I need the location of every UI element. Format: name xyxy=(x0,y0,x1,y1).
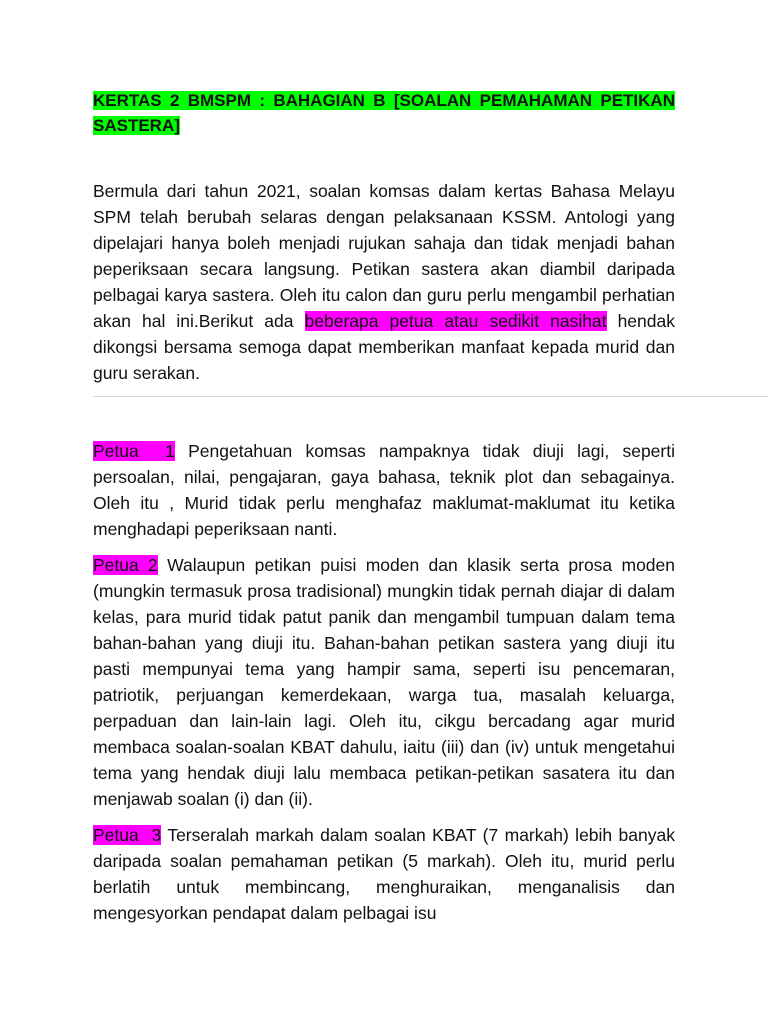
tip-label-3: Petua 3 xyxy=(93,825,162,845)
intro-paragraph xyxy=(93,178,675,386)
tip-text-1: Pengetahuan komsas nampaknya tidak diuji lagi, seperti persoalan, nilai, pengajaran, gaya bahasa, teknik plot dan sebagainya. Oleh itu , Murid tidak perlu menghafaz maklumat-maklumat itu ketika menghadapi peperiksaan nanti. xyxy=(93,441,675,539)
tip-paragraph-1 xyxy=(93,438,675,542)
tip-text-3: Terseralah markah dalam soalan KBAT (7 markah) lebih banyak daripada soalan pemahaman petikan (5 markah). Oleh itu, murid perlu berlatih untuk membincang, menghuraikan, menganalisis dan mengesyorkan pendapat dalam pelbagai isu xyxy=(93,825,675,923)
tip-label-2: Petua 2 xyxy=(93,555,158,575)
intro-text-before: Bermula dari tahun 2021, soalan komsas dalam kertas Bahasa Melayu SPM telah berubah selaras dengan pelaksanaan KSSM. Antologi yang dipelajari hanya boleh menjadi rujukan sahaja dan tidak menjadi bahan peperiksaan secara langsung. Petikan sastera akan diambil daripada pelbagai karya sastera. Oleh itu calon dan guru perlu mengambil perhatian akan hal ini.Berikut ada xyxy=(93,181,675,331)
intro-highlight: beberapa petua atau sedikit nasihat xyxy=(304,311,607,331)
title-highlight: KERTAS 2 BMSPM : BAHAGIAN B [SOALAN PEMAHAMAN PETIKAN SASTERA] xyxy=(93,91,675,135)
tip-label-1: Petua 1 xyxy=(93,441,175,461)
tip-paragraph-2 xyxy=(93,552,675,812)
tip-text-2: Walaupun petikan puisi moden dan klasik serta prosa moden (mungkin termasuk prosa tradisional) mungkin tidak pernah diajar di dalam kelas, para murid tidak patut panik dan mengambil tumpuan dalam tema bahan-bahan yang diuji itu. Bahan-bahan petikan sastera yang diuji itu pasti mempunyai tema yang hampir sama, seperti isu pencemaran, patriotik, perjuangan kemerdekaan, warga tua, masalah keluarga, perpaduan dan lain-lain lagi. Oleh itu, cikgu bercadang agar murid membaca soalan-soalan KBAT dahulu, iaitu (iii) dan (iv) untuk mengetahui tema yang hendak diuji lalu membaca petikan-petikan sasatera itu dan menjawab soalan (i) dan (ii). xyxy=(93,555,676,809)
document-title xyxy=(93,88,675,138)
intro-text-after: hendak dikongsi bersama semoga dapat memberikan manfaat kepada murid dan guru serakan. xyxy=(93,311,675,383)
tip-paragraph-3 xyxy=(93,822,675,926)
section-divider xyxy=(93,396,768,397)
document-page xyxy=(93,88,675,926)
